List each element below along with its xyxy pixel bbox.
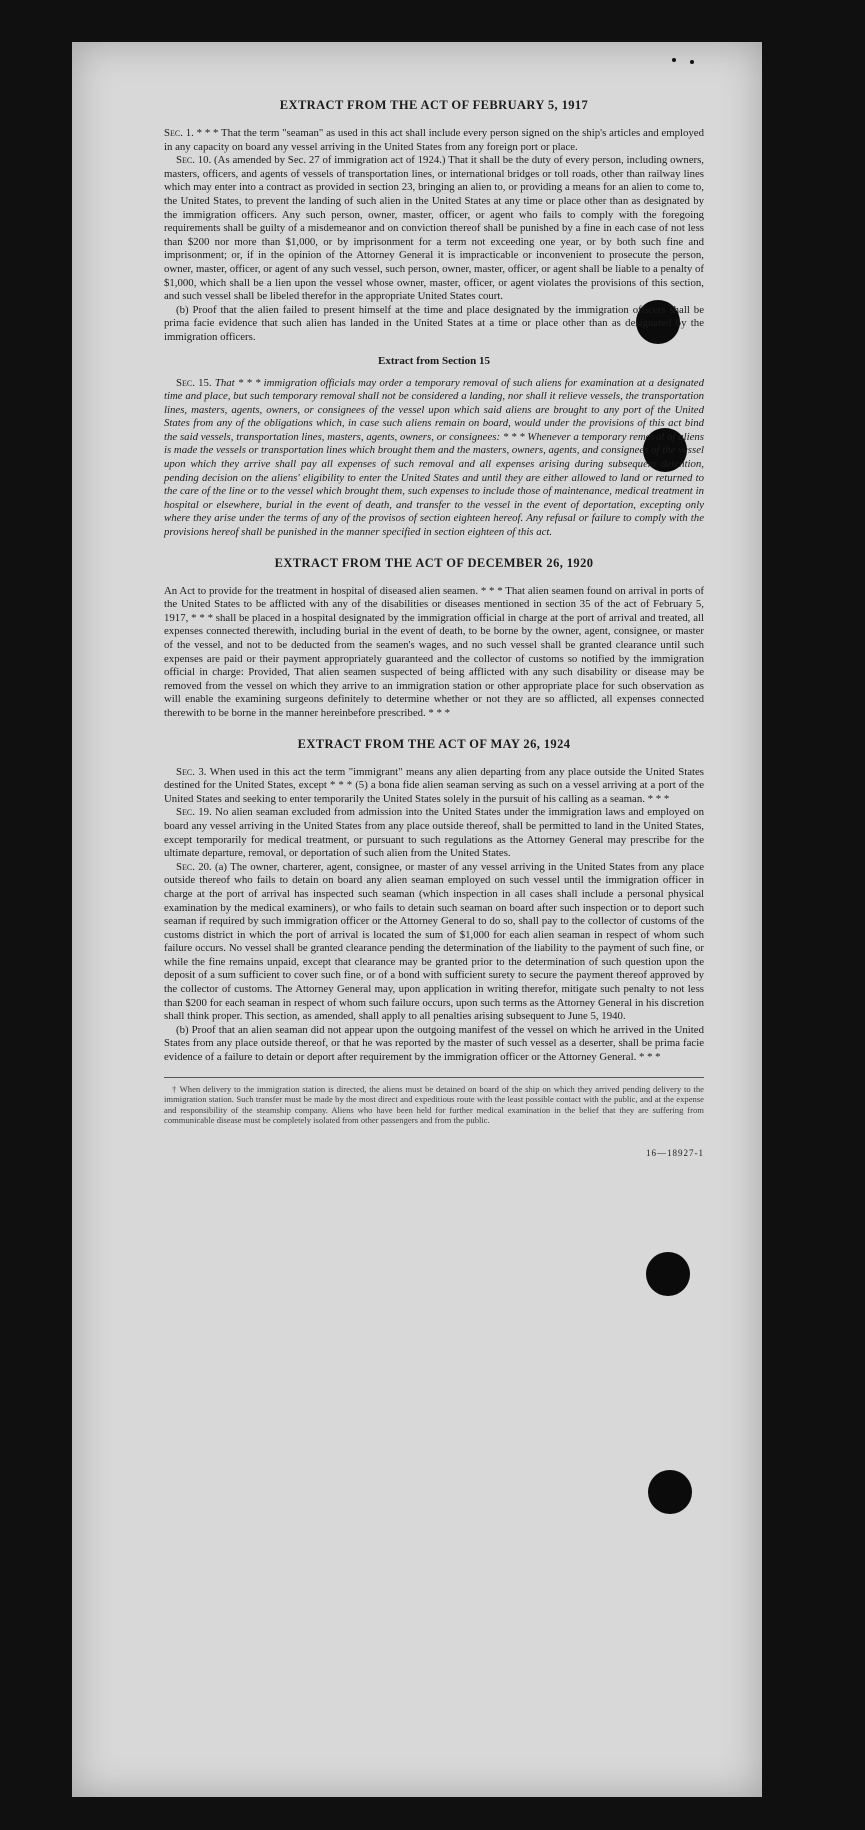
- text-column: [164, 98, 704, 1158]
- paragraph-text: That * * * immigration officials may order a temporary removal of such aliens for examination at a designated time and place, but such temporary removal shall not be considered a landing, nor shall it relieve vessels, the transportation lines, masters, agents, owners, or consignees of the vessel upon which said aliens are brought to any port of the United States from any of the obligations which, in case such aliens remain on board, would under the provisions of this act bind the said vessels, transportation lines, masters, agents, owners, or consignees: * * * Whenever a temporary removal of aliens is made the vessels or transportation lines which brought them and the masters, owners, agents, and consignees of the vessel upon which they arrive shall pay all expenses of such removal and all expenses arising during subsequent detention, pending decision on the aliens' eligibility to enter the United States and until they are either allowed to land or returned to the care of the line or to the vessel which brought them, such expenses to include those of maintenance, medical treatment in hospital or elsewhere, burial in the event of death, and transfer to the vessel in the event of deportation, excepting only where they arise under the terms of any of the provisos of section eighteen hereof. Any refusal or failure to comply with the provisions hereof shall be punished in the manner specified in section eighteen of this act.: [164, 376, 704, 539]
- paragraph-text: * * * That the term "seaman" as used in this act shall include every person signed on the ship's articles and employed in any capacity on board any vessel arriving in the United States from any foreign port or place.: [164, 127, 704, 153]
- paragraph-sec-10: [164, 154, 704, 304]
- paragraph-text: No alien seaman excluded from admission into the United States under the immigration laws and employed on board any vessel arriving in the United States from any place outside thereof, shall be permitted to land in the United States, except temporarily for medical treatment, or pursuant to such regulations as the Attorney General may prescribe for the ultimate departure, removal, or deportation of such alien from the United States.: [164, 806, 705, 860]
- punch-hole: [648, 1470, 692, 1514]
- section-label: Sec. 1.: [164, 127, 194, 139]
- paragraph-act-1920: An Act to provide for the treatment in hospital of diseased alien seamen. * * * That alien seamen found on arrival in ports of the United States to be afflicted with any of the disabilities or diseases mentioned in section 35 of the act of February 5, 1917, * * * shall be placed in a hospital designated by the immigration official in charge at the port of arrival and treated, all expenses connected therewith, including burial in the event of death, to be borne by the owner, agent, consignee, or master of the vessel, and not to be deducted from the seamen's wages, and no such vessel shall be granted clearance until such expenses are paid or their payment appropriately guaranteed and the collector of customs so notified by the immigration official in charge: Provided, That alien seamen suspected of being afflicted with any such disability or disease may be removed from the vessel on which they arrive to an immigration station or other appropriate place for such observation as will enable the examining surgeons definitely to determine whether or not they are so afflicted, all expenses connected therewith to be borne in the manner hereinbefore prescribed. * * *: [164, 584, 704, 719]
- section-label: Sec. 10.: [176, 154, 212, 167]
- form-code: 16—18927-1: [646, 1148, 704, 1158]
- heading-act-1920: EXTRACT FROM THE ACT OF DECEMBER 26, 1920: [274, 555, 594, 570]
- section-label: Sec. 15.: [176, 376, 212, 389]
- paragraph-sec-20a: [164, 861, 704, 1024]
- heading-section-15: Extract from Section 15: [378, 354, 490, 367]
- punch-hole: [646, 1252, 690, 1296]
- paragraph-text: (As amended by Sec. 27 of immigration act of 1924.) That it shall be the duty of every person, including owners, masters, officers, and agents of vessels of transportation lines, or international bridges or toll roads, other than railway lines which may enter into a contract as provided in section 23, bringing an alien to, or providing a means for an alien to come to, the United States, to prevent the landing of such alien in the United States at any time or place other than as designated by the immigration officers. Any such person, owner, master, officer, or agent who fails to comply with the foregoing requirements shall be guilty of a misdemeanor and on conviction thereof shall be punished by a fine in each case of not less than $200 nor more than $1,000, or by imprisonment for a term not exceeding one year, or by both such fine and imprisonment; or, if in the opinion of the Attorney General it is impracticable or inconvenient to prosecute the person, owner, master, officer, or agent of any such vessel, such person, owner, master, officer, or agent shall be liable to a penalty of $1,000, which shall be a lien upon the vessel whose owner, master, officer, or agent violates the provisions of this section, and such vessel shall be libeled therefor in the appropriate United States court.: [164, 154, 705, 303]
- paragraph-sec-15: [164, 377, 704, 540]
- paragraph-sec-19: [164, 806, 704, 860]
- footnote: [164, 1077, 704, 1126]
- paragraph-sec-1: [164, 127, 704, 154]
- footnote-text: † When delivery to the immigration station is directed, the aliens must be detained on board of the ship on which they arrived pending delivery to the immigration station. Such transfer must be made by the most direct and expeditious route with the least possible contact with the public, and at the expense and responsibility of the steamship company. Aliens who have been held for further medical examination in the belief that they are suffering from communicable disease must be completely isolated from other passengers and from the public.: [164, 1083, 704, 1126]
- paragraph-sec-3: [164, 766, 704, 807]
- paragraph-text: (a) The owner, charterer, agent, consignee, or master of any vessel arriving in the United States from any place outside thereof who fails to detain on board any alien seaman employed on such vessel until the immigration officer in charge at the port of arrival has inspected such seaman (which inspection in all cases shall include a personal physical examination by the medical examiners), or who fails to detain such seaman on board after such inspection or to deport such seaman if required by such immigration officer or the Attorney General to do so, shall pay to the collector of customs of the customs district in which the port of arrival is located the sum of $1,000 for each alien seaman in respect of whom such failure occurs. No vessel shall be granted clearance pending the determination of the liability to the payment of such fine, or while the fine remains unpaid, except that clearance may be granted prior to the determination of such question upon the deposit of a sum sufficient to cover such fine, or of a bond with sufficient surety to secure the payment thereof approved by the collector of customs. The Attorney General may, upon application in writing therefor, mitigate such penalty to not less than $200 for each seaman in respect of whom such failure occurs, upon such terms as the Attorney General in his discretion shall think proper. This section, as amended, shall apply to all penalties arising subsequent to June 5, 1940.: [164, 860, 705, 1023]
- heading-act-1917: EXTRACT FROM THE ACT OF FEBRUARY 5, 1917: [279, 98, 589, 112]
- speck: [690, 60, 694, 64]
- paragraph-sec-20b: (b) Proof that an alien seaman did not appear upon the outgoing manifest of the vessel on which he arrived in the United States from any place outside thereof, or that he was reported by the master of such vessel as a deserter, shall be prima facie evidence of a failure to detain or deport after requirement by the immigration officer or the Attorney General. * * *: [164, 1023, 704, 1064]
- section-label: Sec. 19.: [176, 806, 212, 819]
- paragraph-text: When used in this act the term "immigrant" means any alien departing from any place outside the United States destined for the United States, except * * * (5) a bona fide alien seaman serving as such on a vessel arriving at a port of the United States and seeking to enter temporarily the United States solely in the pursuit of his calling as a seaman. * * *: [164, 765, 704, 805]
- paragraph-sec-10b: (b) Proof that the alien failed to present himself at the time and place designated by the immigration officers shall be prima facie evidence that such alien has landed in the United States at a time or place other than as designated by the immigration officers.: [164, 303, 704, 343]
- document-sheet: [72, 42, 762, 1797]
- heading-act-1924: EXTRACT FROM THE ACT OF MAY 26, 1924: [297, 736, 571, 751]
- section-label: Sec. 3.: [176, 765, 207, 778]
- section-label: Sec. 20.: [176, 860, 212, 873]
- speck: [672, 58, 676, 62]
